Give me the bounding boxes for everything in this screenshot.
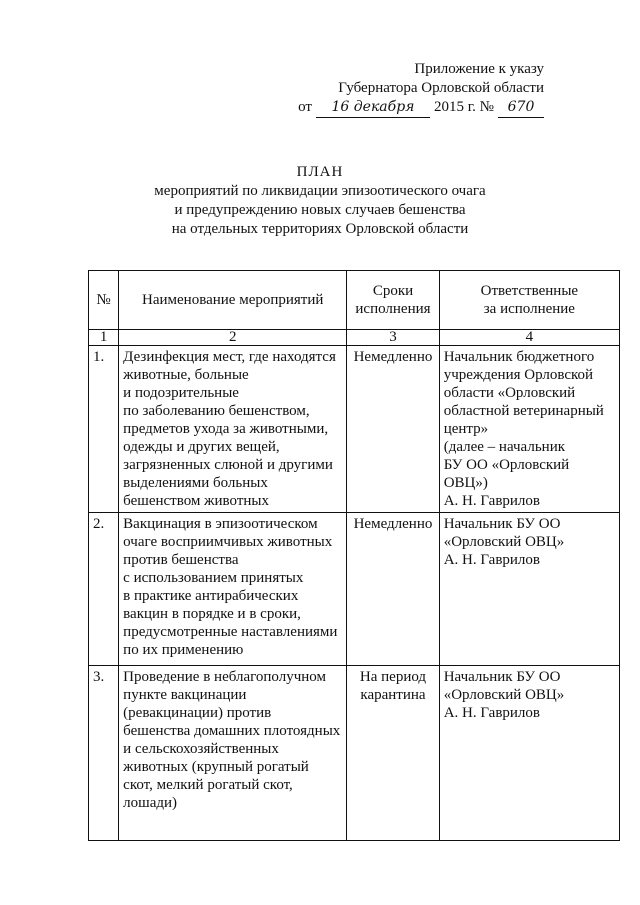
appendix-line-2: Губернатора Орловской области (338, 80, 544, 96)
measure-responsible: Начальник бюджетного учреждения Орловской области «Орловский областной ветеринарный центр» (далее – начальник БУ ОО «Орловский ОВЦ») А. Н. Гаврилов (439, 346, 619, 513)
column-number: 3 (347, 330, 439, 346)
table-row (89, 666, 620, 841)
handwritten-decree-number: 670 (498, 98, 544, 118)
measure-term: Немедленно (347, 513, 439, 666)
decree-date-line (298, 98, 544, 118)
header-responsible: Ответственные за исполнение (439, 271, 619, 330)
table-header-row (89, 271, 620, 330)
measure-responsible: Начальник БУ ОО «Орловский ОВЦ» А. Н. Гаврилов (439, 666, 619, 841)
year-text: 2015 г. № (433, 99, 494, 115)
measures-table (88, 270, 620, 841)
document-title (0, 163, 640, 239)
title-plan: ПЛАН (296, 164, 344, 180)
measure-name: Вакцинация в эпизоотическом очаге восприимчивых животных против бешенства с использованием принятых в практике антирабических вакцин в порядке и в сроки, предусмотренные наставлениями по их применению (119, 513, 347, 666)
measure-term: Немедленно (347, 346, 439, 513)
header-name: Наименование мероприятий (119, 271, 347, 330)
measure-name: Проведение в неблагополучном пункте вакцинации (ревакцинации) против бешенства домашних плотоядных и сельскохозяйственных животных (крупный рогатый скот, мелкий рогатый скот, лошади) (119, 666, 347, 841)
table-row (89, 513, 620, 666)
row-number: 2. (89, 513, 119, 666)
column-number: 1 (89, 330, 119, 346)
title-line-3: на отдельных территориях Орловской области (171, 221, 469, 237)
measure-name: Дезинфекция мест, где находятся животные, больные и подозрительные по заболеванию бешенством, предметов ухода за животными, одежды и других вещей, загрязненных слюной и другими выделениями больных бешенством животных (119, 346, 347, 513)
appendix-line-1: Приложение к указу (414, 61, 544, 77)
measure-responsible: Начальник БУ ОО «Орловский ОВЦ» А. Н. Гаврилов (439, 513, 619, 666)
table-row (89, 346, 620, 513)
date-prefix: от (298, 99, 312, 115)
row-number: 1. (89, 346, 119, 513)
header-num: № (89, 271, 119, 330)
header-term: Сроки исполнения (347, 271, 439, 330)
column-number: 2 (119, 330, 347, 346)
appendix-header (298, 60, 544, 118)
handwritten-date: 16 декабря (316, 98, 430, 118)
column-number-row (89, 330, 620, 346)
title-line-1: мероприятий по ликвидации эпизоотического очага (154, 183, 486, 199)
title-line-2: и предупреждению новых случаев бешенства (174, 202, 466, 218)
row-number: 3. (89, 666, 119, 841)
measure-term: На период карантина (347, 666, 439, 841)
column-number: 4 (439, 330, 619, 346)
